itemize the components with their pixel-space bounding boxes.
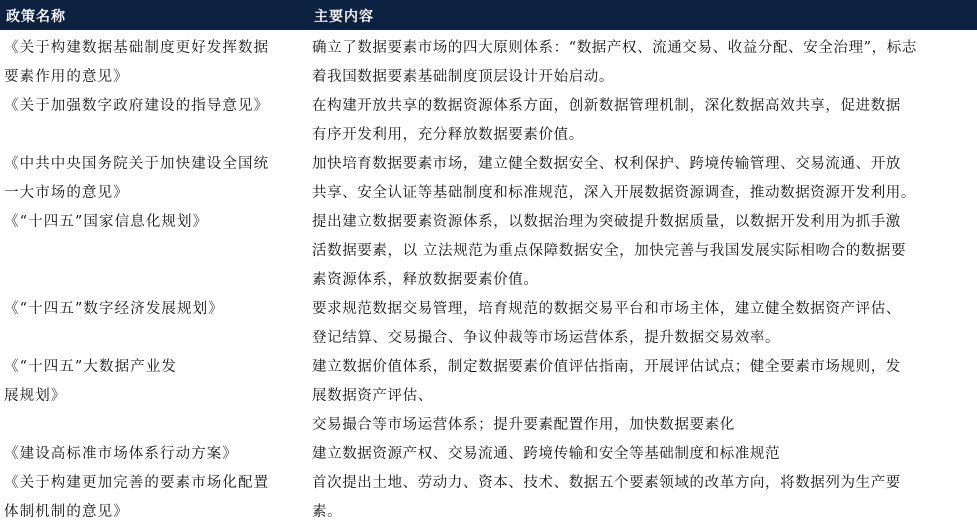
policy-name-line: 《“十四五”大数据产业发: [4, 359, 178, 375]
policy-name-cell: [4, 353, 304, 411]
policy-name-line: 体制机制的意见》: [4, 504, 129, 520]
policy-content-line: 着我国数据要素基础制度顶层设计开始启动。: [312, 69, 614, 85]
table-body: [0, 34, 977, 527]
policy-content-cell: [312, 295, 974, 353]
policy-content-cell: [312, 92, 974, 150]
header-policy-name: 政策名称: [6, 9, 66, 25]
table-row: [0, 150, 977, 208]
policy-content-cell: [312, 208, 974, 295]
policy-content-line: 在构建开放共享的数据资源体系方面，创新数据管理机制，深化数据高效共享，促进数据: [312, 98, 901, 114]
policy-content-line: 活数据要素，以 立法规范为重点保障数据安全，加快完善与我国发展实际相吻合的数据要: [312, 243, 907, 259]
policy-content-cell: [312, 353, 974, 440]
policy-name-cell: [4, 440, 304, 469]
policy-name-line: 展规划》: [4, 388, 67, 404]
policy-content-line: 有序开发利用，充分释放数据要素价值。: [312, 127, 584, 143]
policy-content-line: 建立数据资源产权、交易流通、跨境传输和安全等基础制度和标准规范: [312, 446, 781, 462]
header-main-content: 主要内容: [314, 9, 374, 25]
policy-name-line: 要素作用的意见》: [4, 69, 129, 85]
policy-content-line: 加快培育数据要素市场，建立健全数据安全、权利保护、跨境传输管理、交易流通、开放: [312, 156, 901, 172]
policy-content-cell: [312, 440, 974, 469]
table-row: [0, 92, 977, 150]
policy-name-line: 《关于构建更加完善的要素市场化配置: [4, 475, 270, 491]
policy-name-line: 《中共中央国务院关于加快建设全国统: [4, 156, 270, 172]
table-row: [0, 295, 977, 353]
policy-content-cell: [312, 469, 974, 527]
table-row: [0, 469, 977, 527]
policy-content-line: 共享、安全认证等基础制度和标准规范，深入开展数据资源调查，推动数据资源开发利用。: [312, 185, 916, 201]
policy-content-line: 建立数据价值体系，制定数据要素价值评估指南，开展评估试点；健全要素市场规则，发: [312, 359, 901, 375]
policy-name-line: 《关于加强数字政府建设的指导意见》: [4, 98, 270, 114]
policy-name-cell: [4, 295, 304, 324]
policy-name-cell: [4, 208, 304, 237]
policy-content-line: 首次提出土地、劳动力、资本、技术、数据五个要素领域的改革方向，将数据列为生产要: [312, 475, 901, 491]
policy-name-cell: [4, 92, 304, 121]
table-header: [0, 0, 977, 30]
policy-name-line: 《关于构建数据基础制度更好发挥数据: [4, 40, 270, 56]
table-row: [0, 440, 977, 469]
policy-content-cell: [312, 150, 974, 208]
policy-content-line: 登记结算、交易撮合、争议仲裁等市场运营体系，提升数据交易效率。: [312, 330, 781, 346]
policy-name-cell: [4, 469, 304, 527]
policy-content-line: 确立了数据要素市场的四大原则体系：“数据产权、流通交易、收益分配、安全治理”，标志: [312, 40, 917, 56]
policy-content-line: 素资源体系，释放数据要素价值。: [312, 272, 539, 288]
policy-name-line: 一大市场的意见》: [4, 185, 129, 201]
policy-name-cell: [4, 150, 304, 208]
table-row: [0, 208, 977, 295]
table-row: [0, 353, 977, 440]
policy-content-line: 素。: [312, 504, 343, 520]
policy-name-cell: [4, 34, 304, 92]
policy-content-line: 交易撮合等市场运营体系；提升要素配置作用，加快数据要素化: [312, 417, 735, 433]
policy-content-line: 展数据资产评估、: [312, 388, 433, 404]
policy-name-line: 《“十四五”数字经济发展规划》: [4, 301, 224, 317]
policy-content-line: 要求规范数据交易管理，培育规范的数据交易平台和市场主体，建立健全数据资产评估、: [312, 301, 901, 317]
policy-content-cell: [312, 34, 974, 92]
policy-name-line: 《建设高标准市场体系行动方案》: [4, 446, 238, 462]
policy-content-line: 提出建立数据要素资源体系，以数据治理为突破提升数据质量，以数据开发利用为抓手激: [312, 214, 901, 230]
policy-name-line: 《“十四五”国家信息化规划》: [4, 214, 209, 230]
table-row: [0, 34, 977, 92]
